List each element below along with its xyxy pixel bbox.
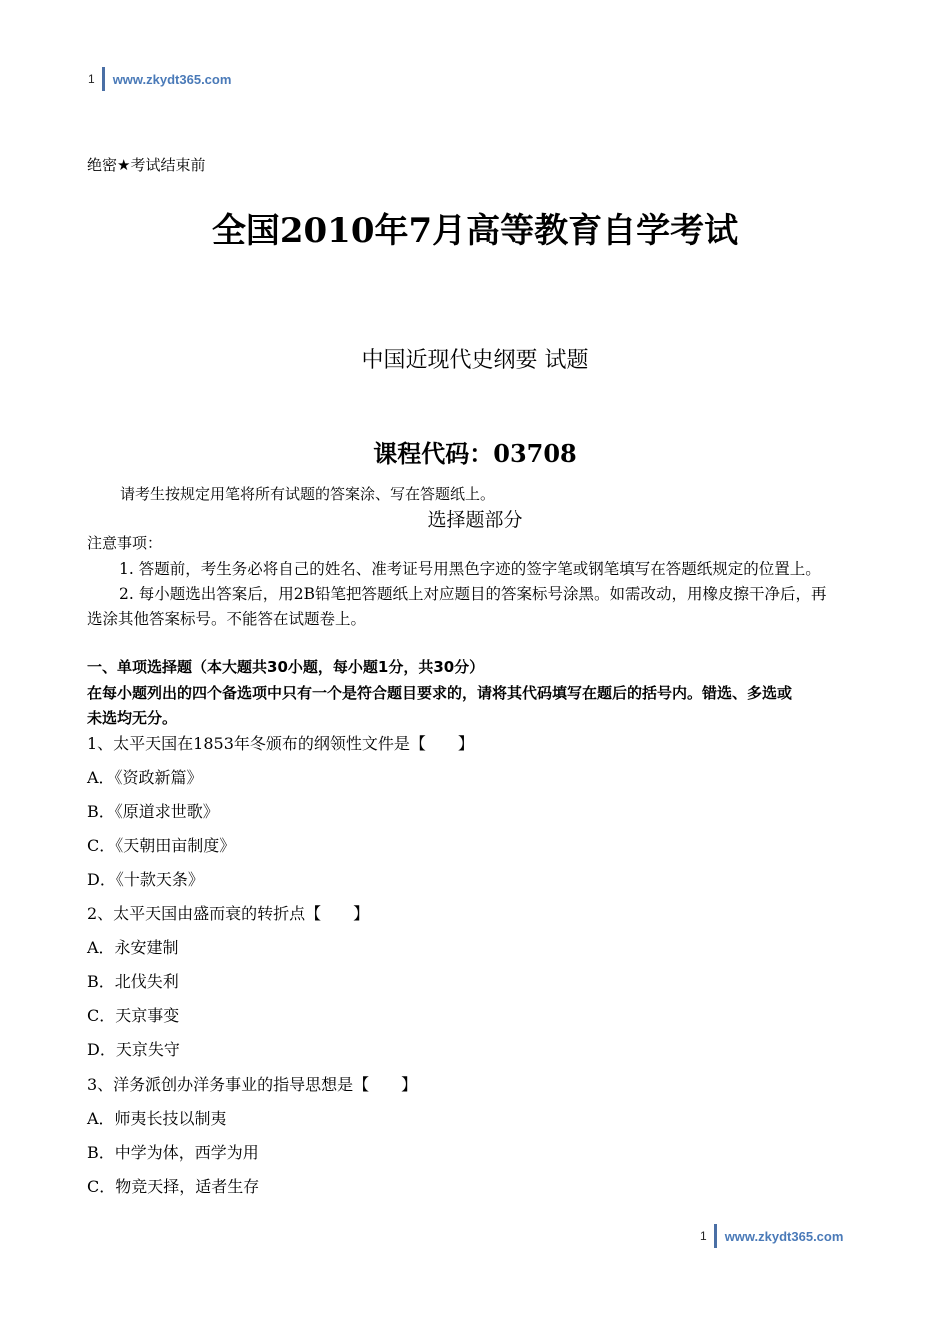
footer-url: www.zkydt365.com (724, 1228, 844, 1244)
footer-page-number: 1 (700, 1229, 707, 1243)
header-divider (102, 67, 105, 91)
question-2-option-a: A．永安建制 (87, 938, 179, 957)
course-code: 课程代码：03708 (373, 439, 577, 468)
question-3-option-c: C．物竞天择，适者生存 (87, 1177, 260, 1196)
page-footer (700, 1223, 843, 1249)
question-1-stem: 1、太平天国在1853年冬颁布的纲领性文件是【 】 (87, 734, 474, 753)
page-header (88, 66, 231, 92)
part1-heading: 一、单项选择题（本大题共30小题，每小题1分，共30分） (87, 658, 485, 676)
notes-heading: 注意事项： (87, 534, 163, 552)
subject-title: 中国近现代史纲要 试题 (361, 348, 589, 373)
header-page-number: 1 (88, 72, 95, 86)
footer-divider (714, 1224, 717, 1248)
part1-desc-line-2: 未选均无分。 (87, 709, 178, 727)
question-3-option-a: A．师夷长技以制夷 (87, 1109, 227, 1128)
question-3-option-b: B．中学为体，西学为用 (87, 1143, 259, 1162)
notes-item-1: 1. 答题前，考生务必将自己的姓名、准考证号用黑色字迹的签字笔或钢笔填写在答题纸规定的位置上。 (119, 560, 821, 578)
instruction-text: 请考生按规定用笔将所有试题的答案涂、写在答题纸上。 (120, 485, 496, 503)
question-2-stem: 2、太平天国由盛而衰的转折点【 】 (87, 904, 370, 923)
notes-item-2-line-1: 2. 每小题选出答案后，用2B铅笔把答题纸上对应题目的答案标号涂黑。如需改动，用橡皮擦干净后，再 (119, 585, 827, 603)
question-3-stem: 3、洋务派创办洋务事业的指导思想是【 】 (87, 1075, 418, 1094)
part1-desc-line-1: 在每小题列出的四个备选项中只有一个是符合题目要求的，请将其代码填写在题后的括号内。错选、多选或 (87, 684, 793, 702)
header-url: www.zkydt365.com (112, 71, 232, 87)
question-1-option-b: B．《原道求世歌》 (87, 802, 219, 821)
confidential-label: 绝密★考试结束前 (87, 156, 206, 174)
notes-item-2-line-2: 选涂其他答案标号。不能答在试题卷上。 (87, 610, 367, 628)
question-2-option-b: B．北伐失利 (87, 972, 179, 991)
section-title: 选择题部分 (427, 509, 523, 531)
question-2-option-d: D．天京失守 (87, 1040, 180, 1059)
question-2-option-c: C．天京事变 (87, 1006, 180, 1025)
main-title: 全国2010年7月高等教育自学考试 (211, 211, 739, 251)
question-1-option-d: D．《十款天条》 (87, 870, 204, 889)
question-1-option-c: C．《天朝田亩制度》 (87, 836, 236, 855)
question-1-option-a: A．《资政新篇》 (87, 768, 203, 787)
